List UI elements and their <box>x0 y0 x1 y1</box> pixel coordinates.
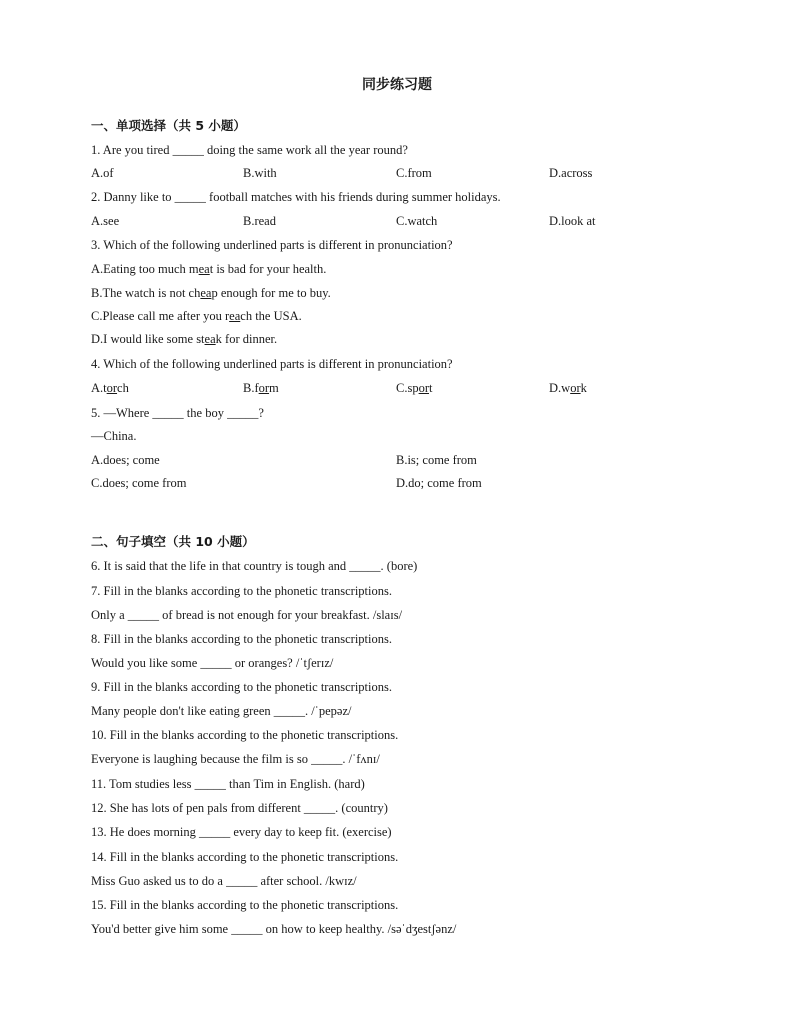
q3-c-pre: C.Please call me after you r <box>91 309 230 323</box>
q3-b-post: p enough for me to buy. <box>211 286 331 300</box>
q5-option-c[interactable]: C.does; come from <box>91 476 187 490</box>
q3-d-post: k for dinner. <box>215 332 278 346</box>
s2-line-8: 10. Fill in the blanks according to the phonetic transcriptions. <box>91 728 399 742</box>
q4-c-underlined: or <box>418 381 429 395</box>
q4-c-pre: C.sp <box>396 381 419 395</box>
q4-d-pre: D.w <box>549 381 571 395</box>
question-1: 1. Are you tired _____ doing the same work all the year round? <box>91 143 408 157</box>
q4-c-post: t <box>429 381 433 395</box>
q5-option-d[interactable]: D.do; come from <box>396 476 482 490</box>
question-4: 4. Which of the following underlined parts is different in pronunciation? <box>91 357 453 371</box>
q2-option-d[interactable]: D.look at <box>549 214 596 228</box>
q1-option-d[interactable]: D.across <box>549 166 593 180</box>
s2-line-5: Would you like some _____ or oranges? /ˈtʃerɪz/ <box>91 656 334 670</box>
q3-a-post: t is bad for your health. <box>209 262 327 276</box>
q3-c-underlined: ea <box>229 309 241 323</box>
s2-line-16: You'd better give him some _____ on how to keep healthy. /səˈdʒestʃənz/ <box>91 922 457 936</box>
q3-option-b[interactable] <box>91 285 331 301</box>
question-3: 3. Which of the following underlined parts is different in pronunciation? <box>91 238 453 252</box>
q4-option-d[interactable] <box>549 380 587 396</box>
q4-d-underlined: or <box>570 381 581 395</box>
s2-line-15: 15. Fill in the blanks according to the phonetic transcriptions. <box>91 898 399 912</box>
q5-option-b[interactable]: B.is; come from <box>396 453 477 467</box>
q4-d-post: k <box>580 381 587 395</box>
q4-option-c[interactable] <box>396 380 432 396</box>
q2-option-b[interactable]: B.read <box>243 214 276 228</box>
q3-a-pre: A.Eating too much m <box>91 262 199 276</box>
q2-option-c[interactable]: C.watch <box>396 214 438 228</box>
s2-line-10: 11. Tom studies less _____ than Tim in English. (hard) <box>91 777 365 791</box>
s2-line-2: 7. Fill in the blanks according to the phonetic transcriptions. <box>91 584 392 598</box>
q3-d-underlined: ea <box>204 332 216 346</box>
q4-option-a[interactable] <box>91 380 129 396</box>
q3-b-pre: B.The watch is not ch <box>91 286 201 300</box>
question-2: 2. Danny like to _____ football matches with his friends during summer holidays. <box>91 190 501 204</box>
section1-heading: 一、单项选择（共 5 小题） <box>91 118 246 133</box>
q3-option-a[interactable] <box>91 261 326 277</box>
s2-line-13: 14. Fill in the blanks according to the phonetic transcriptions. <box>91 850 399 864</box>
q4-a-underlined: or <box>106 381 118 395</box>
q3-b-underlined: ea <box>200 286 212 300</box>
q4-b-post: m <box>269 381 279 395</box>
q1-option-a[interactable]: A.of <box>91 166 114 180</box>
q3-option-c[interactable] <box>91 308 302 324</box>
q2-option-a[interactable]: A.see <box>91 214 120 228</box>
s2-line-4: 8. Fill in the blanks according to the phonetic transcriptions. <box>91 632 392 646</box>
q3-c-post: ch the USA. <box>240 309 302 323</box>
q4-a-pre: A.t <box>91 381 107 395</box>
s2-line-11: 12. She has lots of pen pals from different _____. (country) <box>91 801 388 815</box>
q4-a-post: ch <box>117 381 129 395</box>
s2-line-9: Everyone is laughing because the film is so _____. /ˈfʌnɪ/ <box>91 752 380 766</box>
q1-option-b[interactable]: B.with <box>243 166 277 180</box>
s2-line-12: 13. He does morning _____ every day to keep fit. (exercise) <box>91 825 392 839</box>
s2-line-6: 9. Fill in the blanks according to the phonetic transcriptions. <box>91 680 392 694</box>
q4-b-underlined: or <box>258 381 270 395</box>
page-title: 同步练习题 <box>362 77 432 93</box>
q4-option-b[interactable] <box>243 380 279 396</box>
s2-line-14: Miss Guo asked us to do a _____ after school. /kwɪz/ <box>91 874 357 888</box>
q5-option-a[interactable]: A.does; come <box>91 453 160 467</box>
q4-b-pre: B.f <box>243 381 259 395</box>
s2-line-3: Only a _____ of bread is not enough for your breakfast. /slaɪs/ <box>91 608 403 622</box>
s2-line-1: 6. It is said that the life in that country is tough and _____. (bore) <box>91 559 418 573</box>
q5-reply: —China. <box>91 429 137 443</box>
q3-option-d[interactable] <box>91 331 277 347</box>
q3-d-pre: D.I would like some st <box>91 332 205 346</box>
q3-a-underlined: ea <box>198 262 210 276</box>
q1-option-c[interactable]: C.from <box>396 166 432 180</box>
s2-line-7: Many people don't like eating green _____. /ˈpepəz/ <box>91 704 352 718</box>
question-5: 5. —Where _____ the boy _____? <box>91 406 264 420</box>
section2-heading: 二、句子填空（共 10 小题） <box>91 534 255 549</box>
